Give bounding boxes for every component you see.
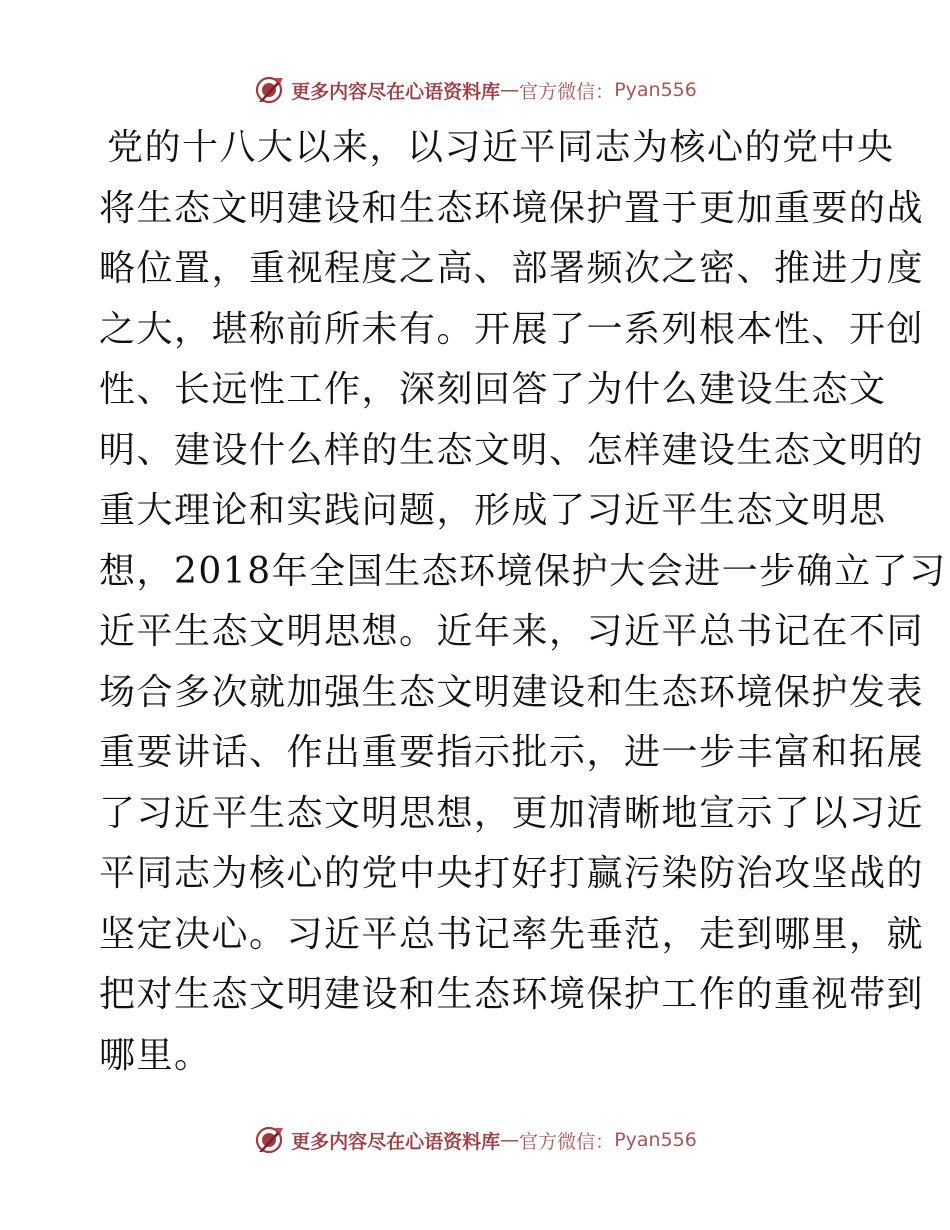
header-banner xyxy=(0,68,950,112)
quill-pen-circle-icon xyxy=(253,74,285,106)
footer-wechat-id: Pyan556 xyxy=(614,1129,697,1151)
body-line: 略位置，重视程度之高、部署频次之密、推进力度 xyxy=(99,248,925,289)
header-wechat-id: Pyan556 xyxy=(614,79,697,101)
body-line: 坚定决心。习近平总书记率先垂范，走到哪里，就 xyxy=(99,913,925,955)
footer-banner-separator: — xyxy=(500,1129,520,1151)
footer-banner-text: 更多内容尽在心语资料库 xyxy=(291,1130,501,1153)
footer-wechat-label: 官方微信： xyxy=(519,1130,615,1153)
footer-banner xyxy=(0,1118,950,1162)
body-line: 之大，堪称前所未有。开展了一系列根本性、开创 xyxy=(99,308,925,350)
header-banner-separator: — xyxy=(500,79,520,101)
body-line: 近平生态文明思想。近年来，习近平总书记在不同 xyxy=(99,611,925,652)
quill-pen-circle-icon xyxy=(253,1124,285,1156)
body-line: 党的十八大以来，以习近平同志为核心的党中央 xyxy=(107,127,895,168)
body-line: 重要讲话、作出重要指示批示，进一步丰富和拓展 xyxy=(99,732,925,773)
header-banner-text: 更多内容尽在心语资料库 xyxy=(291,80,501,103)
body-line: 把对生态文明建设和生态环境保护工作的重视带到 xyxy=(99,974,925,1015)
body-line: 哪里。 xyxy=(99,1034,212,1076)
body-line: 平同志为核心的党中央打好打赢污染防治攻坚战的 xyxy=(99,853,925,894)
body-line: 重大理论和实践问题，形成了习近平生态文明思 xyxy=(99,490,887,531)
body-line: 场合多次就加强生态文明建设和生态环境保护发表 xyxy=(99,671,925,713)
body-line: 性、长远性工作，深刻回答了为什么建设生态文 xyxy=(99,369,887,410)
document-body xyxy=(99,118,947,1086)
header-wechat-label: 官方微信： xyxy=(519,80,615,103)
body-line: 了习近平生态文明思想，更加清晰地宣示了以习近 xyxy=(99,792,925,834)
body-line: 将生态文明建设和生态环境保护置于更加重要的战 xyxy=(99,187,925,229)
body-line: 想，2018年全国生态环境保护大会进一步确立了习 xyxy=(99,550,947,592)
body-line: 明、建设什么样的生态文明、怎样建设生态文明的 xyxy=(99,429,925,471)
